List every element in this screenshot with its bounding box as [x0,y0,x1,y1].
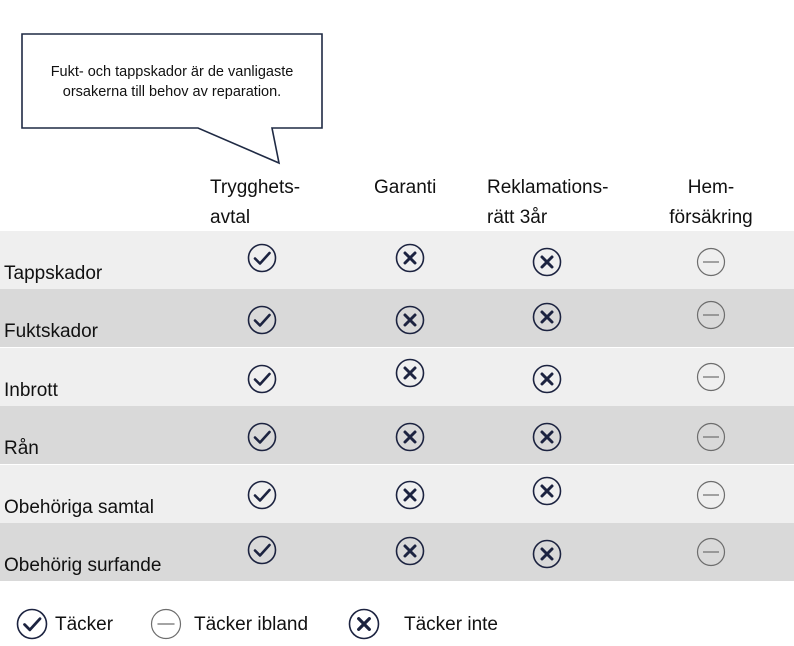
x-circle-icon [348,608,380,640]
column-header-line: Garanti [374,177,437,198]
legend-label: Täcker [55,614,114,635]
x-circle-icon [395,422,425,452]
table-row [0,406,794,464]
column-header-line: försäkring [669,207,753,228]
row-label: Obehörig surfande [4,555,162,576]
x-circle-icon [532,364,562,394]
x-circle-icon [532,476,562,506]
check-circle-icon [247,364,277,394]
check-circle-icon [247,422,277,452]
x-circle-icon [395,480,425,510]
x-circle-icon [532,302,562,332]
minus-circle-icon [696,300,726,330]
row-label: Inbrott [4,379,58,401]
check-circle-icon [247,535,277,565]
legend-label: Täcker ibland [194,614,309,635]
check-circle-icon [247,480,277,510]
x-circle-icon [532,422,562,452]
column-header-line: Hem- [687,177,735,198]
minus-circle-icon [696,537,726,567]
minus-circle-icon [696,362,726,392]
x-circle-icon [395,358,425,388]
table-row [0,231,794,289]
column-header-trygghetsavtal [210,173,300,233]
check-circle-icon [247,305,277,335]
callout-text-line-1: Fukt- och tappskador är de vanligaste [50,64,294,80]
x-circle-icon [395,305,425,335]
legend-label: Täcker inte [404,614,498,635]
callout-text [24,62,320,102]
x-circle-icon [532,247,562,277]
check-circle-icon [247,243,277,273]
row-label: Fuktskador [4,321,98,343]
column-header-line: Reklamations- [487,177,609,198]
minus-circle-icon [150,608,182,640]
minus-circle-icon [696,422,726,452]
column-header-garanti [374,173,436,203]
table-row [0,465,794,523]
table-row [0,348,794,406]
table-row [0,289,794,347]
column-header-line: avtal [210,207,251,228]
check-circle-icon [16,608,48,640]
row-label: Tappskador [4,263,103,284]
row-label: Obehöriga samtal [4,496,154,518]
column-header-line: rätt 3år [487,207,548,228]
minus-circle-icon [696,247,726,277]
x-circle-icon [395,243,425,273]
x-circle-icon [395,536,425,566]
column-header-hemforsakring [663,173,759,233]
callout-text-line-2: orsakerna till behov av reparation. [62,84,282,100]
column-header-line: Trygghets- [210,177,301,198]
x-circle-icon [532,539,562,569]
table-row [0,523,794,581]
column-header-reklamationsratt [487,173,608,233]
minus-circle-icon [696,480,726,510]
row-label: Rån [4,438,39,460]
